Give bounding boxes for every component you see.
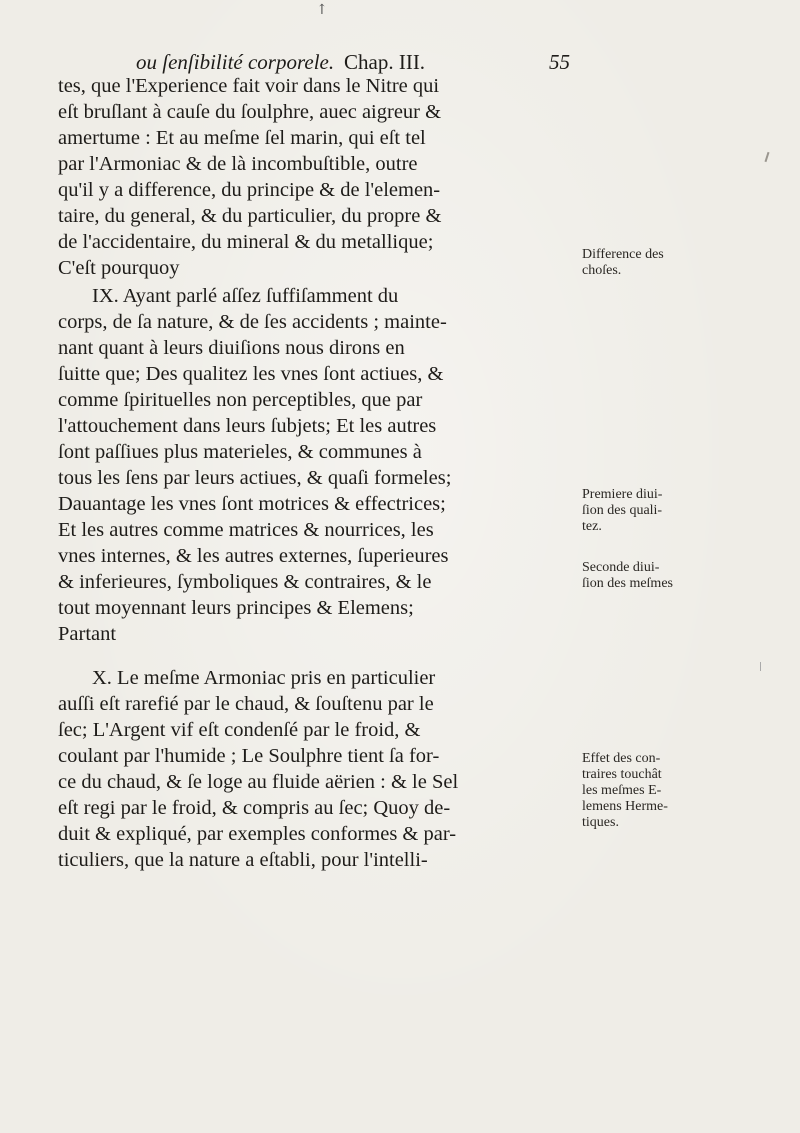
body-line: tout moyennant leurs principes & Elemens; bbox=[58, 597, 414, 619]
top-mark: ↑ bbox=[316, 2, 328, 18]
body-line: par l'Armoniac & de là incombuſtible, outre bbox=[58, 153, 418, 175]
margin-note-line: Seconde diui- bbox=[582, 560, 660, 575]
body-line: tes, que l'Experience fait voir dans le Nitre qui bbox=[58, 75, 440, 97]
body-line: amertume : Et au meſme ſel marin, qui eſt tel bbox=[58, 127, 426, 149]
body-line: eſt bruſlant à cauſe du ſoulphre, auec aigreur & bbox=[58, 101, 442, 123]
margin-note-line: Effet des con- bbox=[582, 751, 661, 766]
body-line: coulant par l'humide ; Le Soulphre tient ſa for- bbox=[58, 745, 440, 767]
body-line: comme ſpirituelles non perceptibles, que par bbox=[58, 389, 423, 411]
body-line: corps, de ſa nature, & de ſes accidents ; mainte- bbox=[58, 311, 447, 333]
body-line: tous les ſens par leurs actiues, & quaſi formeles; bbox=[58, 467, 452, 489]
body-line: & inferieures, ſymboliques & contraires, & le bbox=[58, 571, 432, 593]
margin-note-line: tez. bbox=[582, 519, 602, 534]
body-line: ſont paſſiues plus materieles, & communes à bbox=[58, 441, 422, 463]
body-line: qu'il y a difference, du principe & de l'elemen- bbox=[58, 179, 441, 201]
body-line: ce du chaud, & ſe loge au fluide aërien : & le Sel bbox=[58, 771, 459, 793]
margin-note-line: ſion des quali- bbox=[582, 503, 663, 518]
body-line: l'attouchement dans leurs ſubjets; Et les autres bbox=[58, 415, 437, 437]
margin-note-line: Premiere diui- bbox=[582, 487, 663, 502]
margin-note-line: les meſmes E- bbox=[582, 783, 662, 798]
margin-note-line: tiques. bbox=[582, 815, 619, 830]
body-line: Et les autres comme matrices & nourrices, les bbox=[58, 519, 434, 541]
chapter-label: Chap. III. bbox=[344, 50, 426, 74]
body-line: Partant bbox=[58, 623, 117, 645]
margin-note-line: Difference des bbox=[582, 247, 664, 262]
body-line: eſt regi par le froid, & compris au ſec; Quoy de- bbox=[58, 797, 451, 819]
scan-mark bbox=[760, 662, 761, 671]
margin-note-line: choſes. bbox=[582, 263, 622, 278]
body-line: Dauantage les vnes ſont motrices & effectrices; bbox=[58, 493, 446, 515]
body-line: nant quant à leurs diuiſions nous dirons en bbox=[58, 337, 405, 359]
body-line: ſec; L'Argent vif eſt condenſé par le froid, & bbox=[58, 719, 421, 741]
margin-note-line: lemens Herme- bbox=[582, 799, 668, 814]
body-line: vnes internes, & les autres externes, ſuperieures bbox=[58, 545, 449, 567]
body-line: de l'accidentaire, du mineral & du metallique; bbox=[58, 231, 434, 253]
body-line: auſſi eſt rarefié par le chaud, & ſouſtenu par le bbox=[58, 693, 434, 715]
margin-note-line: ſion des meſmes bbox=[582, 576, 673, 591]
body-line: taire, du general, & du particulier, du propre & bbox=[58, 205, 442, 227]
body-line: IX. Ayant parlé aſſez ſuffiſamment du bbox=[92, 285, 399, 307]
body-line: duit & expliqué, par exemples conformes & par- bbox=[58, 823, 457, 845]
margin-note-line: traires touchât bbox=[582, 767, 662, 782]
page-number: 55 bbox=[549, 50, 570, 74]
body-line: ſuitte que; Des qualitez les vnes ſont actiues, & bbox=[58, 363, 444, 385]
margin-ink-mark bbox=[765, 152, 770, 162]
running-title: ou ſenſibilité corporele. bbox=[136, 50, 335, 74]
body-line: X. Le meſme Armoniac pris en particulier bbox=[92, 667, 436, 689]
body-line: C'eſt pourquoy bbox=[58, 257, 180, 279]
body-line: ticuliers, que la nature a eſtabli, pour l'intelli- bbox=[58, 849, 428, 871]
